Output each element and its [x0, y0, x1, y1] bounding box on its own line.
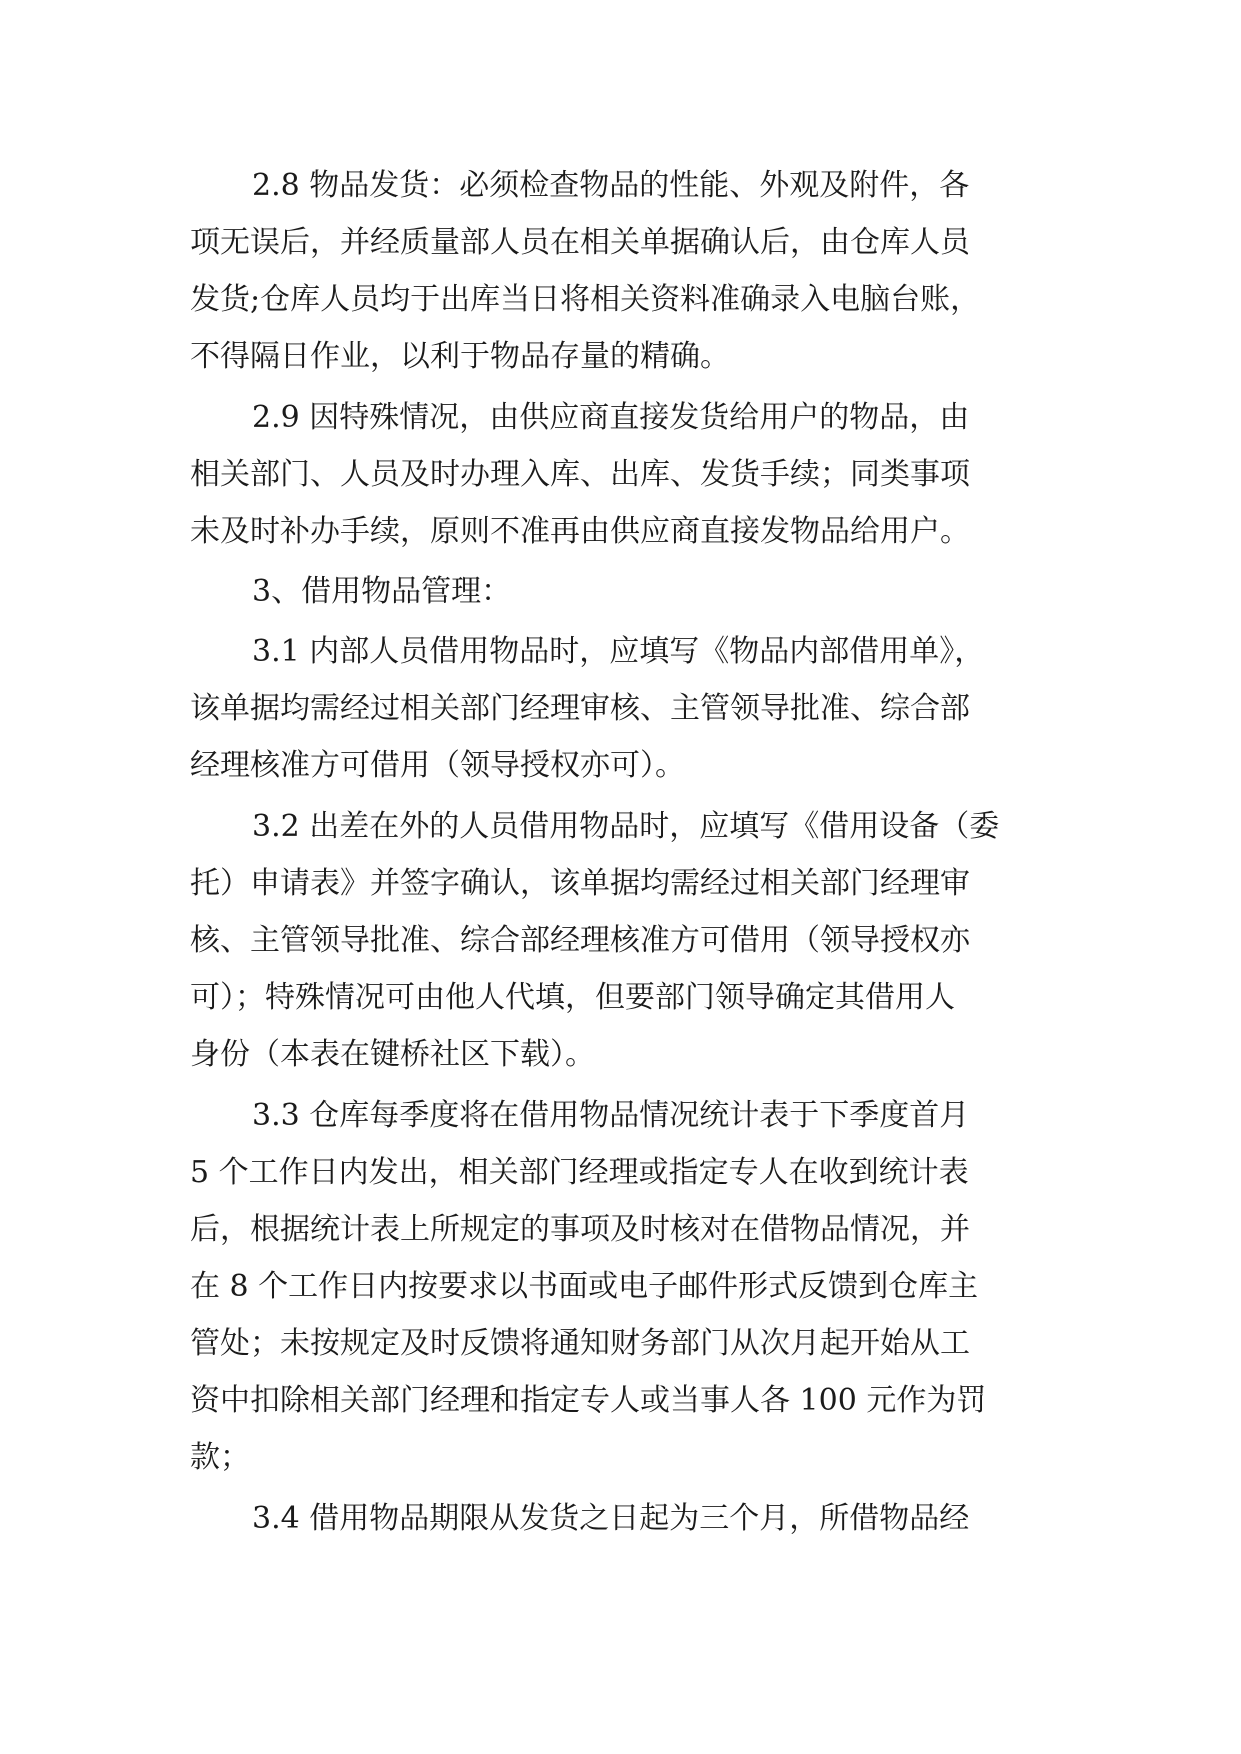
text-line: 发货;仓库人员均于出库当日将相关资料准确录入电脑台账，: [190, 282, 981, 317]
text-line: 5 个工作日内发出，相关部门经理或指定专人在收到统计表: [190, 1155, 969, 1190]
text-line: 在 8 个工作日内按要求以书面或电子邮件形式反馈到仓库主: [190, 1269, 979, 1304]
text-line: 项无误后，并经质量部人员在相关单据确认后，由仓库人员: [190, 225, 970, 260]
text-line: 3.2 出差在外的人员借用物品时，应填写《借用设备（委: [252, 809, 1000, 844]
text-line: 2.9 因特殊情况，由供应商直接发货给用户的物品，由: [252, 400, 970, 435]
text-line: 3.3 仓库每季度将在借用物品情况统计表于下季度首月: [252, 1098, 970, 1133]
text-line: 身份（本表在键桥社区下载）。: [190, 1037, 595, 1072]
text-line: 经理核准方可借用（领导授权亦可）。: [190, 748, 685, 783]
text-line: 3.1 内部人员借用物品时，应填写《物品内部借用单》，: [252, 634, 985, 669]
text-line: 相关部门、人员及时办理入库、出库、发货手续；同类事项: [190, 457, 970, 492]
text-line: 后，根据统计表上所规定的事项及时核对在借物品情况，并: [190, 1212, 970, 1247]
text-line: 托）申请表》并签字确认，该单据均需经过相关部门经理审: [190, 866, 970, 901]
text-line: 不得隔日作业，以利于物品存量的精确。: [190, 339, 730, 374]
text-line: 未及时补办手续，原则不准再由供应商直接发物品给用户。: [190, 514, 970, 549]
text-line: 3.4 借用物品期限从发货之日起为三个月，所借物品经: [252, 1501, 970, 1536]
text-line: 可）；特殊情况可由他人代填，但要部门领导确定其借用人: [190, 980, 955, 1015]
text-line: 款；: [190, 1440, 250, 1475]
text-line: 管处；未按规定及时反馈将通知财务部门从次月起开始从工: [190, 1326, 970, 1361]
text-line: 核、主管领导批准、综合部经理核准方可借用（领导授权亦: [190, 923, 970, 958]
text-line: 2.8 物品发货：必须检查物品的性能、外观及附件，各: [252, 168, 970, 203]
text-line: 资中扣除相关部门经理和指定专人或当事人各 100 元作为罚: [190, 1383, 987, 1418]
section-heading: 3、借用物品管理：: [252, 574, 512, 609]
text-line: 该单据均需经过相关部门经理审核、主管领导批准、综合部: [190, 691, 970, 726]
